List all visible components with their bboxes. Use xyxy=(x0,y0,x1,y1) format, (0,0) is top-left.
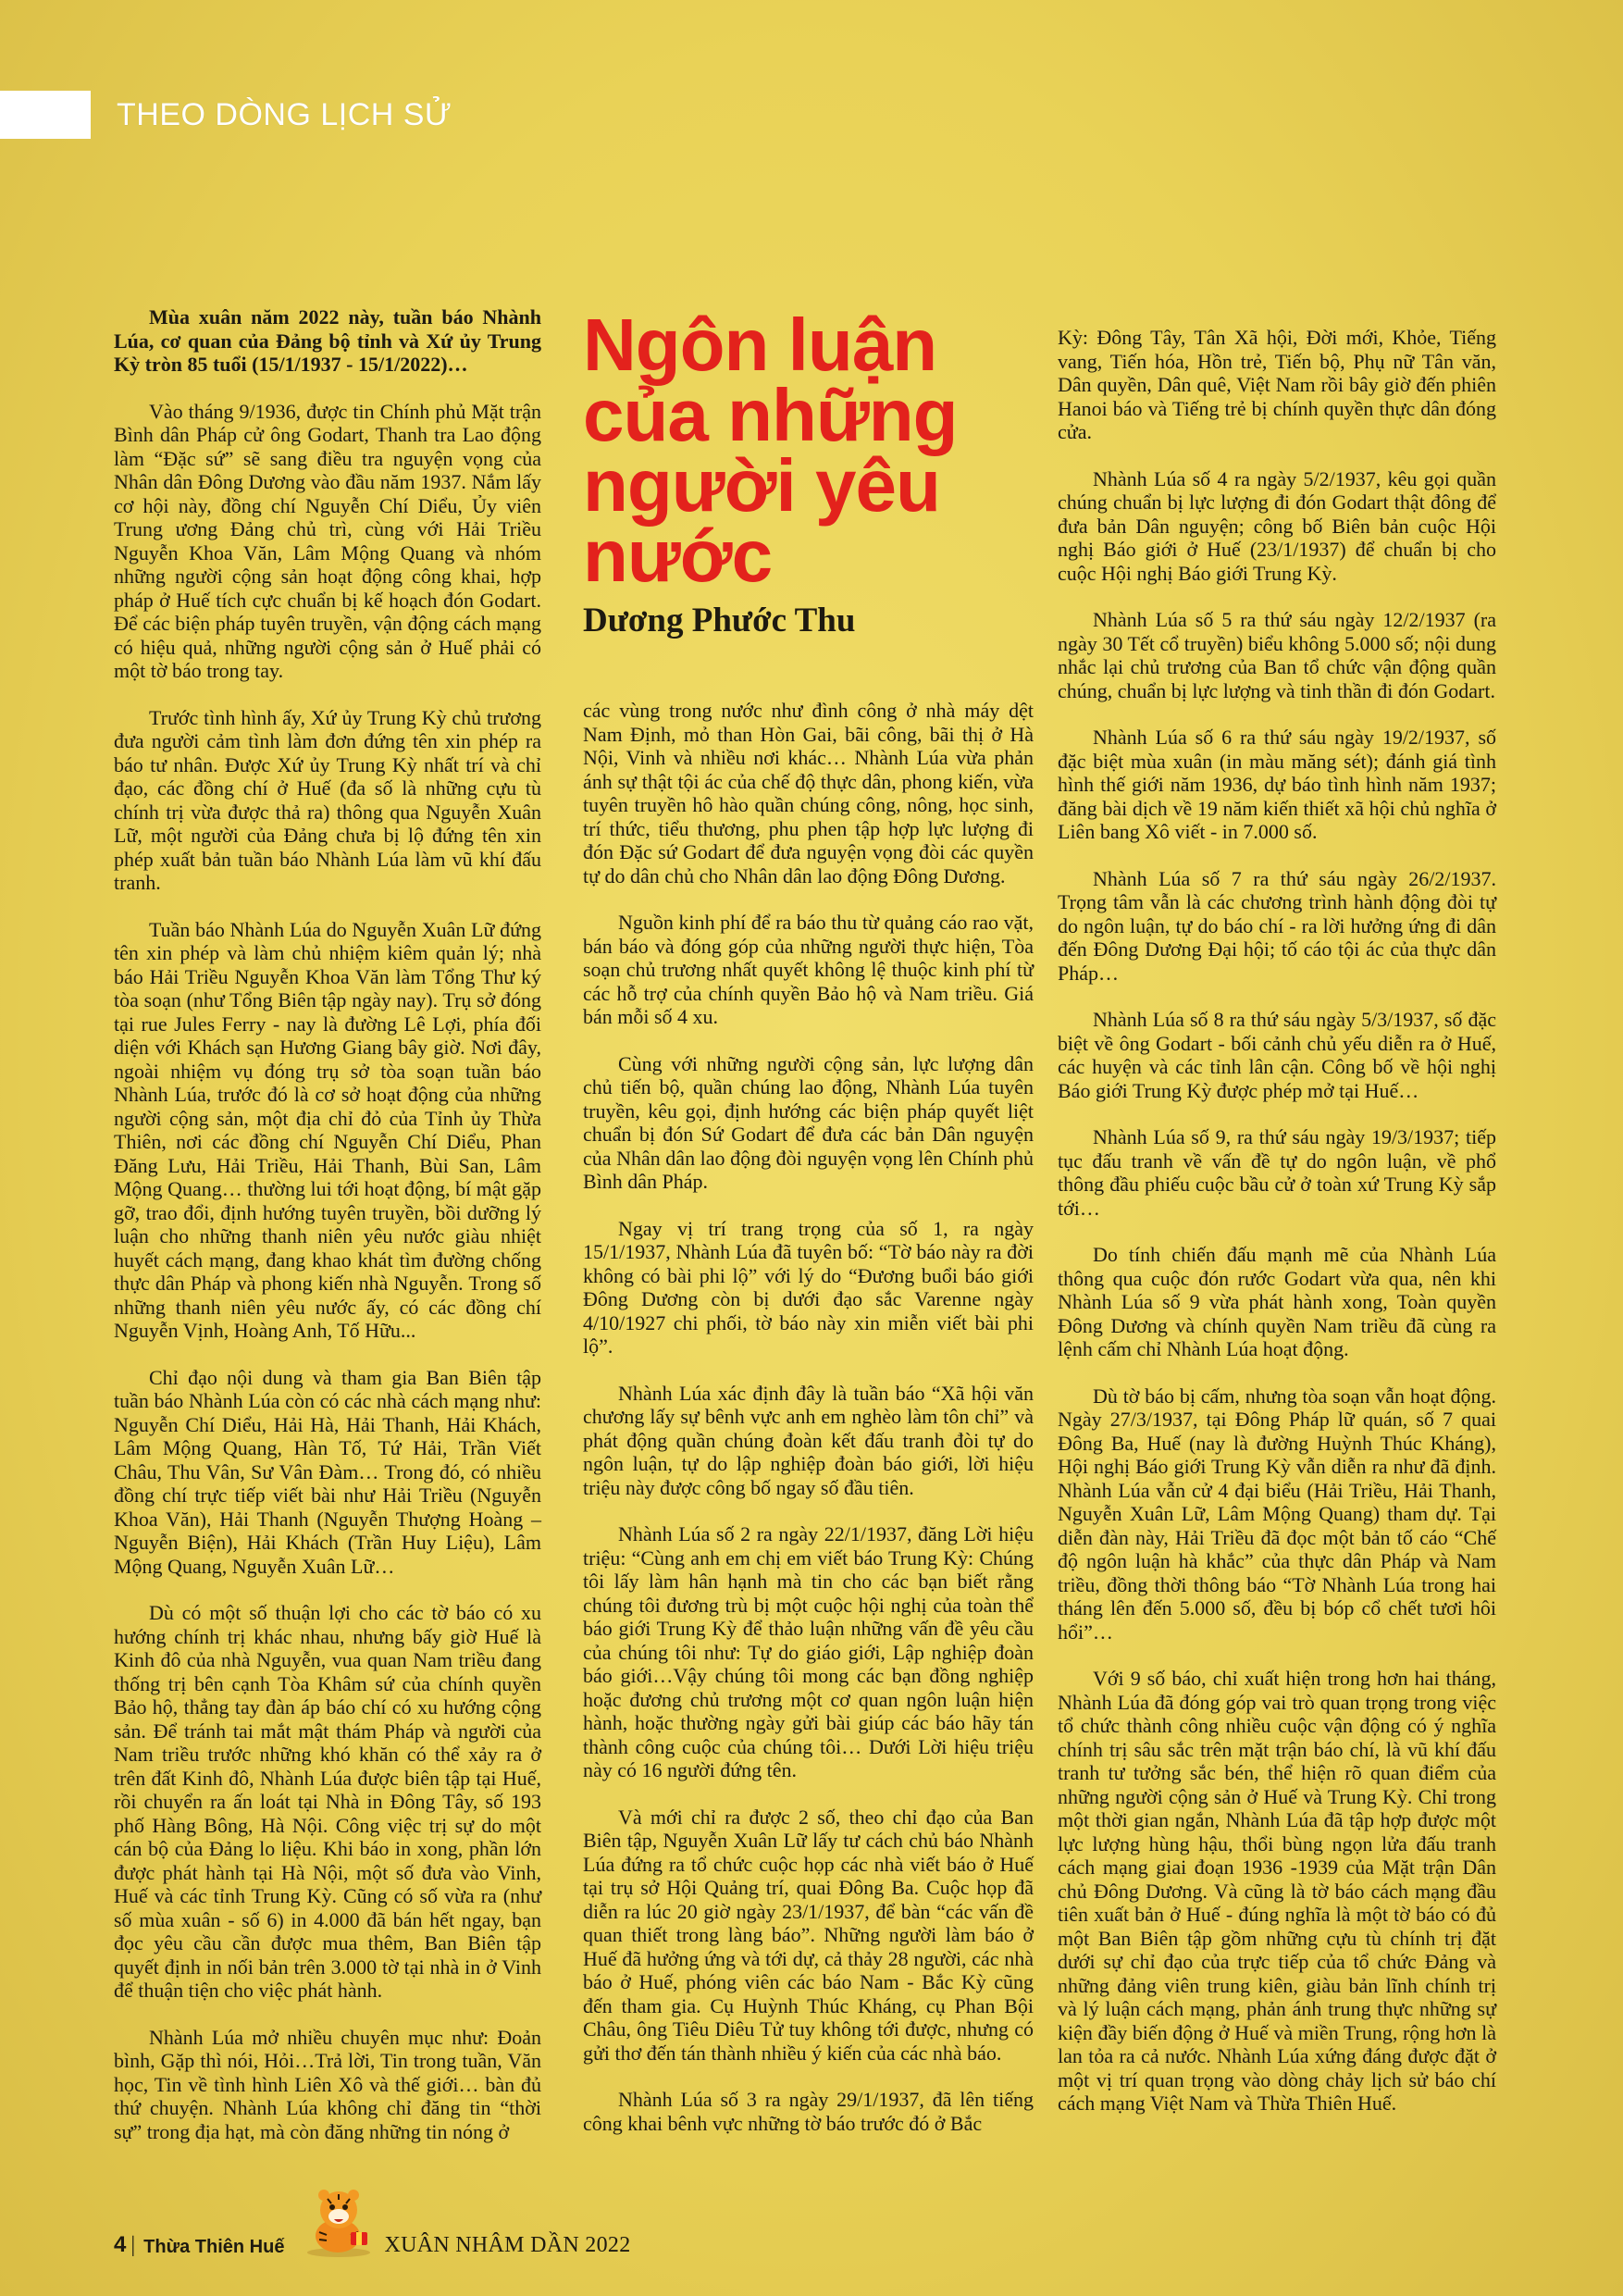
article-paragraph: Do tính chiến đấu mạnh mẽ của Nhành Lúa thông qua cuộc đón rước Godart vừa qua, nên khi Nhành Lúa số 9 vừa phát hành xong, Toàn quyền Đông Dương và chính quyền Nam triều đã cùng ra lệnh cấm chỉ Nhành Lúa hoạt động. xyxy=(1058,1243,1496,1360)
article-paragraph: Nhành Lúa số 5 ra thứ sáu ngày 12/2/1937 (ra ngày 30 Tết cổ truyền) biểu không 5.000 số; nội dung nhắc lại chủ trương của Ban tổ chức vận động quần chúng, chuẩn bị lực lượng và tinh thần đi đón Godart. xyxy=(1058,608,1496,702)
article-headline: Ngôn luận của những người yêu nước xyxy=(583,304,958,597)
article-paragraph: các vùng trong nước như đình công ở nhà máy dệt Nam Định, mỏ than Hòn Gai, bãi công, bãi thị ở Hà Nội, Vinh và nhiều nơi khác… Nhành Lúa vừa phản ánh sự thật tội ác của chế độ thực dân, phong kiến, vừa tuyên truyền hô hào quần chúng công, nông, học sinh, trí thức, tiểu thương, phu phen tập hợp lực lượng đi đón Đặc sứ Godart để đưa nguyện vọng đòi các quyền tự do dân chủ cho Nhân dân lao động Đông Dương. xyxy=(583,699,1034,887)
footer-separator: | xyxy=(130,2233,136,2257)
article-paragraph: Chỉ đạo nội dung và tham gia Ban Biên tập tuần báo Nhành Lúa còn có các nhà cách mạng như: Nguyễn Chí Diểu, Hải Hà, Hải Thanh, Hải Khách, Lâm Mộng Quang, Hàn Tố, Tứ Hải, Trần Viết Châu, Thu Vân, Sư Vân Đàm… Trong đó, có nhiều đồng chí trực tiếp viết bài như Hải Triều (Nguyễn Khoa Văn), Hải Thanh (Nguyễn Thượng Hoàng – Nguyễn Biện), Hải Khách (Trần Huy Liệu), Lâm Mộng Quang, Nguyễn Xuân Lữ… xyxy=(114,1365,541,1578)
tiger-mascot-icon xyxy=(297,2184,380,2258)
article-paragraph: Nhành Lúa số 9, ra thứ sáu ngày 19/3/1937; tiếp tục đấu tranh về vấn đề tự do ngôn luận, về phổ thông đầu phiếu cuộc bầu cử ở toàn xứ Trung Kỳ sắp tới… xyxy=(1058,1125,1496,1220)
article-paragraph: Nhành Lúa số 8 ra thứ sáu ngày 5/3/1937, số đặc biệt về ông Godart - bối cảnh chủ yếu diễn ra ở Huế, các huyện và các tỉnh lân cận. Công bố về hội nghị Báo giới Trung Kỳ được phép mở tại Huế… xyxy=(1058,1008,1496,1102)
article-paragraph: Nhành Lúa mở nhiều chuyên mục như: Đoản bình, Gặp thì nói, Hỏi…Trả lời, Tin trong tuần, Văn học, Tin về tình hình Liên Xô và thế giới… bàn đủ thứ chuyện. Nhành Lúa không chỉ đăng tin “thời sự” trong địa hạt, mà còn đăng những tin nóng ở xyxy=(114,2025,541,2143)
publication-name: Thừa Thiên Huế xyxy=(143,2237,285,2257)
article-lead: Mùa xuân năm 2022 này, tuần báo Nhành Lúa, cơ quan của Đảng bộ tỉnh và Xứ ủy Trung Kỳ tròn 85 tuổi (15/1/1937 - 15/1/2022)… xyxy=(114,305,541,376)
article-author: Dương Phước Thu xyxy=(583,602,856,639)
article-paragraph: Nhành Lúa số 2 ra ngày 22/1/1937, đăng Lời hiệu triệu: “Cùng anh em chị em viết báo Trung Kỳ: Chúng tôi lấy làm hân hạnh mà tin cho các bạn biết rằng chúng tôi đương trù bị một cuộc hội nghị của toàn thể báo giới Trung Kỳ để thảo luận những vấn đề yêu cầu của chúng tôi như: Tự do giáo giới, Lập nghiệp đoàn báo giới…Vậy chúng tôi mong các bạn đồng nghiệp hoặc đương chủ trương một cơ quan ngôn luận hiện hành, hoặc thường ngày gửi bài giúp các báo hãy tán thành công cuộc của chúng tôi… Dưới Lời hiệu triệu này có 16 người đứng tên. xyxy=(583,1522,1034,1781)
article-column-2 xyxy=(583,699,1034,2158)
article-column-1 xyxy=(114,305,541,2166)
article-paragraph: Dù có một số thuận lợi cho các tờ báo có xu hướng chính trị khác nhau, nhưng bấy giờ Huế là Kinh đô của nhà Nguyễn, vua quan Nam triều đang thống trị bên cạnh Tòa Khâm sứ của chính quyền Bảo hộ, thẳng tay đàn áp báo chí có xu hướng cộng sản. Để tránh tai mắt mật thám Pháp và người của Nam triều trước những khó khăn có thể xảy ra ở trên đất Kinh đô, Nhành Lúa được biên tập tại Huế, rồi chuyển ra ấn loát tại Nhà in Đông Tây, số 193 phố Hàng Bông, Hà Nội. Công việc trị sự do một cán bộ của Đảng lo liệu. Khi báo in xong, phần lớn được phát hành tại Hà Nội, một số đưa vào Vinh, Huế và các tỉnh Trung Kỳ. Cũng có số vừa ra (như số mùa xuân - số 6) in 4.000 đã bán hết ngay, bạn đọc yêu cầu cần được mua thêm, Ban Biên tập quyết định in nối bản trên 3.000 tờ tại nhà in ở Vinh để thuận tiện cho việc phát hành. xyxy=(114,1601,541,2002)
section-label: THEO DÒNG LỊCH SỬ xyxy=(117,96,452,132)
section-tag xyxy=(0,91,452,139)
article-paragraph: Vào tháng 9/1936, được tin Chính phủ Mặt trận Bình dân Pháp cử ông Godart, Thanh tra Lao động làm “Đặc sứ” sẽ sang điều tra nguyện vọng của Nhân dân Đông Dương vào đầu năm 1937. Nắm lấy cơ hội này, đồng chí Nguyễn Chí Diểu, Ủy viên Trung ương Đảng chủ trì, cùng với Hải Triều Nguyễn Khoa Văn, Lâm Mộng Quang và nhóm những người cộng sản hoạt động công khai, hợp pháp ở Huế tích cực chuẩn bị kế hoạch đón Godart. Để các biện pháp tuyên truyền, vận động cách mạng có hiệu quả, những người cộng sản ở Huế phải có một tờ báo trong tay. xyxy=(114,399,541,682)
title-block xyxy=(583,304,1036,640)
article-paragraph: Và mới chỉ ra được 2 số, theo chỉ đạo của Ban Biên tập, Nguyễn Xuân Lữ lấy tư cách chủ báo Nhành Lúa đứng ra tổ chức cuộc họp các nhà viết báo ở Huế tại trụ sở Hội Quảng trí, quai Đông Ba. Cuộc họp đã diễn ra lúc 20 giờ ngày 23/1/1937, để bàn “các vấn đề quan thiết trong làng báo”. Những người làm báo ở Huế đã hưởng ứng và tới dự, cả thảy 28 người, các nhà báo ở Huế, phóng viên các báo Nam - Bắc Kỳ cũng đến tham gia. Cụ Huỳnh Thúc Kháng, cụ Phan Bội Châu, ông Tiêu Diêu Tử tuy không tới được, nhưng có gửi thơ đến tán thành nhiều ý kiến của các nhà báo. xyxy=(583,1805,1034,2065)
page-number: 4 xyxy=(114,2232,127,2257)
article-paragraph: Nhành Lúa số 3 ra ngày 29/1/1937, đã lên tiếng công khai bênh vực những tờ báo trước đó ở Bắc xyxy=(583,2088,1034,2135)
article-paragraph: Dù tờ báo bị cấm, nhưng tòa soạn vẫn hoạt động. Ngày 27/3/1937, tại Đông Pháp lữ quán, số 7 quai Đông Ba, Huế (nay là đường Huỳnh Thúc Kháng), Hội nghị Báo giới Trung Kỳ vẫn diễn ra như đã định. Nhành Lúa vẫn cử 4 đại biểu (Hải Triều, Hải Thanh, Nguyễn Xuân Lữ, Lâm Mộng Quang) tham dự. Tại diễn đàn này, Hải Triều đã đọc một bản tố cáo “Chế độ ngôn luận hà khắc” của thực dân Pháp và Nam triều, đồng thời thông báo “Tờ Nhành Lúa trong hai tháng lên đến 5.000 số, đều bị bóp cổ chết tươi hôi hổi”… xyxy=(1058,1384,1496,1644)
article-paragraph: Cùng với những người cộng sản, lực lượng dân chủ tiến bộ, quần chúng lao động, Nhành Lúa tuyên truyền, kêu gọi, định hướng các biện pháp quyết liệt chuẩn bị đón Sứ Godart để đưa các bản Dân nguyện của Nhân dân lao động đòi nguyện vọng lên Chính phủ Bình dân Pháp. xyxy=(583,1051,1034,1193)
article-paragraph: Nhành Lúa số 7 ra thứ sáu ngày 26/2/1937. Trọng tâm vẫn là các chương trình hành động đòi tự do ngôn luận, tự do báo chí - ra lời hưởng ứng đi dân đến Đông Dương Đại hội; tố cáo tội ác của thực dân Pháp… xyxy=(1058,866,1496,985)
article-paragraph: Nhành Lúa số 4 ra ngày 5/2/1937, kêu gọi quần chúng chuẩn bị lực lượng đi đón Godart thật đông để đưa bản Dân nguyện; công bố Biên bản cuộc Hội nghị Báo giới ở Huế (23/1/1937) để chuẩn bị cho cuộc Hội nghị Báo giới Trung Kỳ. xyxy=(1058,466,1496,585)
page-footer xyxy=(114,2184,631,2258)
article-paragraph: Nhành Lúa xác định đây là tuần báo “Xã hội văn chương lấy sự bênh vực anh em nghèo làm tôn chỉ” và phát động quần chúng đoàn kết đấu tranh đòi tự do ngôn luận, tự do lập nghiệp đoàn báo giới, lời hiệu triệu này được công bố ngay số đầu tiên. xyxy=(583,1381,1034,1499)
article-column-3 xyxy=(1058,326,1496,2139)
article-paragraph: Với 9 số báo, chỉ xuất hiện trong hơn hai tháng, Nhành Lúa đã đóng góp vai trò quan trọng trong việc tổ chức thành công nhiều cuộc vận động có ý nghĩa chính trị sâu sắc trên mặt trận báo chí, là vũ khí đấu tranh tư tưởng sắc bén, thể hiện rõ quan điểm của những người cộng sản ở Huế và Trung Kỳ. Chỉ trong một thời gian ngắn, Nhành Lúa đã tập hợp được một lực lượng hùng hậu, thổi bùng ngọn lửa đấu tranh cách mạng giai đoạn 1936 -1939 của Mặt trận Dân chủ Đông Dương. Và cũng là tờ báo cách mạng đầu tiên xuất bản ở Huế - đúng nghĩa là một tờ báo có đủ một Ban Biên tập gồm những cựu tù chính trị đặt dưới sự chỉ đạo của trực tiếp của tổ chức Đảng và những đảng viên trung kiên, giàu bản lĩnh chính trị và lý luận cách mạng, phản ánh trung thực những sự kiện đầy biến động ở Huế và miền Trung, rộng hơn là lan tỏa ra cả nước. Nhành Lúa xứng đáng được đặt ở một vị trí quan trọng vào dòng chảy lịch sử báo chí cách mạng Việt Nam và Thừa Thiên Huế. xyxy=(1058,1667,1496,2115)
article-paragraph: Kỳ: Đông Tây, Tân Xã hội, Đời mới, Khỏe, Tiếng vang, Tiến hóa, Hồn trẻ, Tiến bộ, Phụ nữ Tân văn, Dân quyền, Dân quê, Việt Nam rồi bây giờ đến phiên Hanoi báo và Tiếng trẻ bị chính quyền thực dân đóng cửa. xyxy=(1058,326,1496,443)
article-paragraph: Trước tình hình ấy, Xứ ủy Trung Kỳ chủ trương đưa người cảm tình làm đơn đứng tên xin phép ra báo tư nhân. Được Xứ ủy Trung Kỳ nhất trí và chỉ đạo, các đồng chí ở Huế (đa số là những cựu tù chính trị vừa được thả ra) thông qua Nguyễn Xuân Lữ, một người của Đảng chưa bị lộ đứng tên xin phép xuất bản tuần báo Nhành Lúa làm vũ khí đấu tranh. xyxy=(114,705,541,894)
article-paragraph: Nhành Lúa số 6 ra thứ sáu ngày 19/2/1937, số đặc biệt mùa xuân (in màu măng sét); đánh giá tình hình thế giới năm 1936, dự báo tình hình năm 1937; đăng bài dịch về 19 năm kiến thiết xã hội chủ nghĩa ở Liên bang Xô viết - in 7.000 số. xyxy=(1058,726,1496,843)
issue-label: XUÂN NHÂM DẦN 2022 xyxy=(384,2233,631,2257)
section-tag-bar xyxy=(0,91,91,139)
article-paragraph: Nguồn kinh phí để ra báo thu từ quảng cáo rao vặt, bán báo và đóng góp của những người thực hiện, Tòa soạn chủ trương nhất quyết không lệ thuộc kinh phí từ các hỗ trợ của chính quyền Bảo hộ và Nam triều. Giá bán mỗi số 4 xu. xyxy=(583,911,1034,1028)
article-paragraph: Ngay vị trí trang trọng của số 1, ra ngày 15/1/1937, Nhành Lúa đã tuyên bố: “Tờ báo này ra đời không có bài phi lộ” với lý do “Đương buổi báo giới Đông Dương còn bị dưới đạo sắc Varenne ngày 4/10/1927 chi phối, tờ báo này xin miễn viết bài phi lộ”. xyxy=(583,1216,1034,1358)
article-paragraph: Tuần báo Nhành Lúa do Nguyễn Xuân Lữ đứng tên xin phép và làm chủ nhiệm kiêm quản lý; nhà báo Hải Triều Nguyễn Khoa Văn làm Tổng Thư ký tòa soạn (như Tổng Biên tập ngày nay). Trụ sở đóng tại rue Jules Ferry - nay là đường Lê Lợi, phía đối diện với Khách sạn Hương Giang bây giờ. Nơi đây, ngoài nhiệm vụ đóng trụ sở tòa soạn tuần báo Nhành Lúa, trước đó là cơ sở hoạt động của những người cộng sản, một địa chỉ đỏ của Tỉnh ủy Thừa Thiên, nơi các đồng chí Nguyễn Chí Diểu, Phan Đăng Lưu, Hải Triều, Hải Thanh, Bùi San, Lâm Mộng Quang… thường lui tới hoạt động, bí mật gặp gỡ, trao đổi, định hướng tuyên truyền, bồi dưỡng lý luận cho những thanh niên yêu nước giàu nhiệt huyết cách mạng, đang khao khát tìm đường chống thực dân Pháp và phong kiến nhà Nguyễn. Trong số những thanh niên yêu nước ấy, có các đồng chí Nguyễn Vịnh, Hoàng Anh, Tố Hữu... xyxy=(114,917,541,1342)
